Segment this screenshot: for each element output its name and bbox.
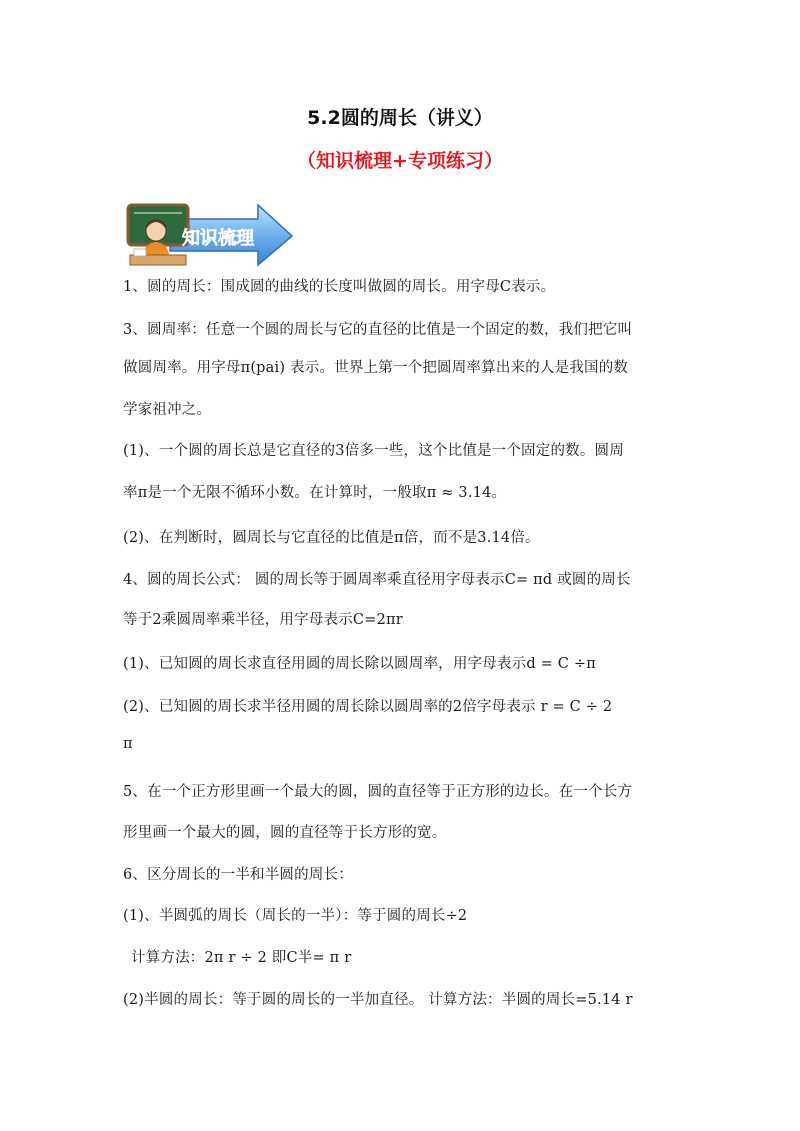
page-subtitle: （知识梳理+专项练习） (297, 150, 503, 172)
note-line: 计算方法：2π r ÷ 2 即C半= π r (131, 950, 352, 966)
note-line: (1)、一个圆的周长总是它直径的3倍多一些，这个比值是一个固定的数。圆周 (123, 443, 624, 459)
note-line: (2)、在判断时，圆周长与它直径的比值是π倍，而不是3.14倍。 (123, 530, 540, 546)
banner-graphic (126, 203, 294, 269)
page-title: 5.2圆的周长（讲义） (307, 107, 493, 129)
note-line: 3、圆周率：任意一个圆的周长与它的直径的比值是一个固定的数，我们把它叫 (123, 322, 633, 338)
note-line: (2)半圆的周长：等于圆的周长的一半加直径。 计算方法：半圆的周长=5.14 r (123, 992, 633, 1008)
note-line: 1、圆的周长：围成圆的曲线的长度叫做圆的周长。用字母C表示。 (123, 279, 556, 295)
section-banner (126, 203, 294, 269)
note-line: (1)、半圆弧的周长（周长的一半）：等于圆的周长÷2 (123, 908, 468, 924)
note-line: 4、圆的周长公式： 圆的周长等于圆周率乘直径用字母表示C= πd 或圆的周长 (123, 572, 631, 588)
note-line: 率π是一个无限不循环小数。在计算时，一般取π ≈ 3.14。 (123, 485, 507, 501)
note-line: 形里画一个最大的圆，圆的直径等于长方形的宽。 (123, 825, 447, 841)
note-line: (2)、已知圆的周长求半径用圆的周长除以圆周率的2倍字母表示 r = C ÷ 2 (123, 699, 613, 715)
note-line: 做圆周率。用字母π(pai) 表示。世界上第一个把圆周率算出来的人是我国的数 (123, 360, 629, 376)
note-line: 6、区分周长的一半和半圆的周长： (123, 867, 353, 883)
note-line: (1)、已知圆的周长求直径用圆的周长除以圆周率，用字母表示d = C ÷π (123, 656, 596, 672)
note-line: 学家祖冲之。 (123, 402, 212, 418)
note-line: 5、在一个正方形里画一个最大的圆，圆的直径等于正方形的边长。在一个长方 (123, 784, 633, 800)
banner-label: 知识梳理 (182, 228, 254, 249)
note-line: 等于2乘圆周率乘半径，用字母表示C=2πr (123, 612, 403, 628)
note-line: π (123, 736, 133, 752)
